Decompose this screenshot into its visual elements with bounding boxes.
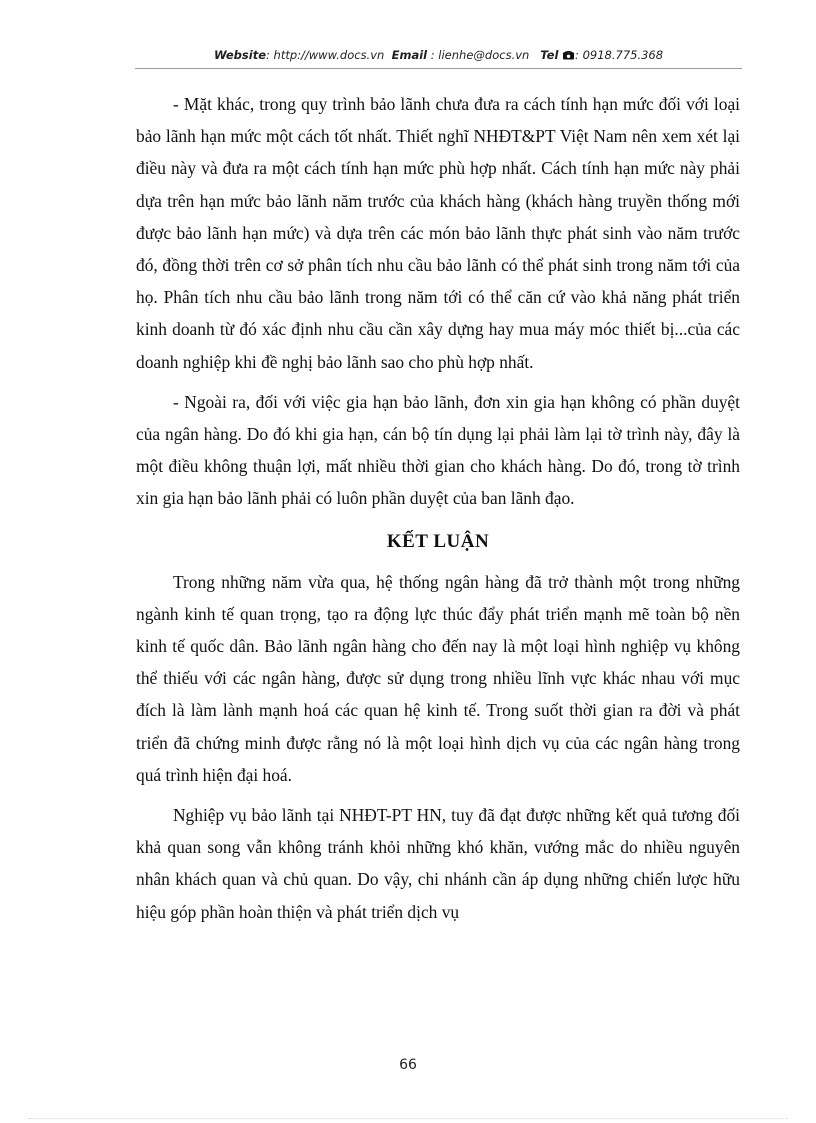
page-header [135, 44, 742, 69]
paragraph-extension: - Ngoài ra, đối với việc gia hạn bảo lãnh, đơn xin gia hạn không có phần duyệt của ngân hàng. Do đó khi gia hạn, cán bộ tín dụng lại phải làm lại tờ trình này, đây là một điều không thuận lợi, mất nhiều thời gian cho khách hàng. Do đó, trong tờ trình xin gia hạn bảo lãnh phải có luôn phần duyệt của ban lãnh đạo. [136, 391, 740, 509]
email-value: : lienhe@docs.vn [427, 48, 530, 62]
conclusion-paragraph-2: Nghiệp vụ bảo lãnh tại NHĐT-PT HN, tuy đã đạt được những kết quả tương đối khả quan song vẫn không tránh khỏi những khó khăn, vướng mắc do nhiều nguyên nhân khách quan và chủ quan. Do vậy, chi nhánh cần áp dụng những chiến lược hữu hiệu góp phần hoàn thiện và phát triển dịch vụ [136, 805, 740, 922]
tel-value: : 0918.775.368 [575, 48, 664, 62]
conclusion-heading: KẾT LUẬN [386, 530, 490, 552]
conclusion-paragraph-1: Trong những năm vừa qua, hệ thống ngân hàng đã trở thành một trong những ngành kinh tế quan trọng, tạo ra động lực thúc đẩy phát triển mạnh mẽ toàn bộ nền kinh tế quốc dân. Bảo lãnh ngân hàng cho đến nay là một loại hình nghiệp vụ không thể thiếu với các ngân hàng, được sử dụng trong nhiều lĩnh vực khác nhau với mục đích là làm lành mạnh hoá các quan hệ kinh tế. Trong suốt thời gian ra đời và phát triển đã chứng minh được rằng nó là một loại hình dịch vụ của các ngân hàng trong quá trình hiện đại hoá. [136, 571, 740, 785]
tel-label: Tel [540, 48, 559, 62]
phone-icon [562, 50, 575, 60]
page-number: 66 [399, 1057, 417, 1073]
website-label: Website [213, 48, 267, 62]
document-body [136, 88, 740, 928]
paragraph-quota-calculation: - Mặt khác, trong quy trình bảo lãnh chưa đưa ra cách tính hạn mức đối với loại bảo lãnh hạn mức một cách tốt nhất. Thiết nghĩ NHĐT&PT Việt Nam nên xem xét lại điều này và đưa ra một cách tính hạn mức phù hợp nhất. Cách tính hạn mức này phải dựa trên hạn mức bảo lãnh năm trước của khách hàng (khách hàng truyền thống mới được bảo lãnh hạn mức) và dựa trên các món bảo lãnh thực phát sinh vào năm trước đó, đồng thời trên cơ sở phân tích nhu cầu bảo lãnh có thể phát sinh trong năm tới của họ. Phân tích nhu cầu bảo lãnh trong năm tới có thể căn cứ vào khả năng phát triển kinh doanh từ đó xác định nhu cầu cần xây dựng hay mua máy móc thiết bị...của các doanh nghiệp khi đề nghị bảo lãnh sao cho phù hợp nhất. [136, 94, 740, 372]
bottom-divider [28, 1118, 788, 1119]
email-label: Email [391, 48, 428, 62]
website-value: : http://www.docs.vn [266, 48, 385, 62]
